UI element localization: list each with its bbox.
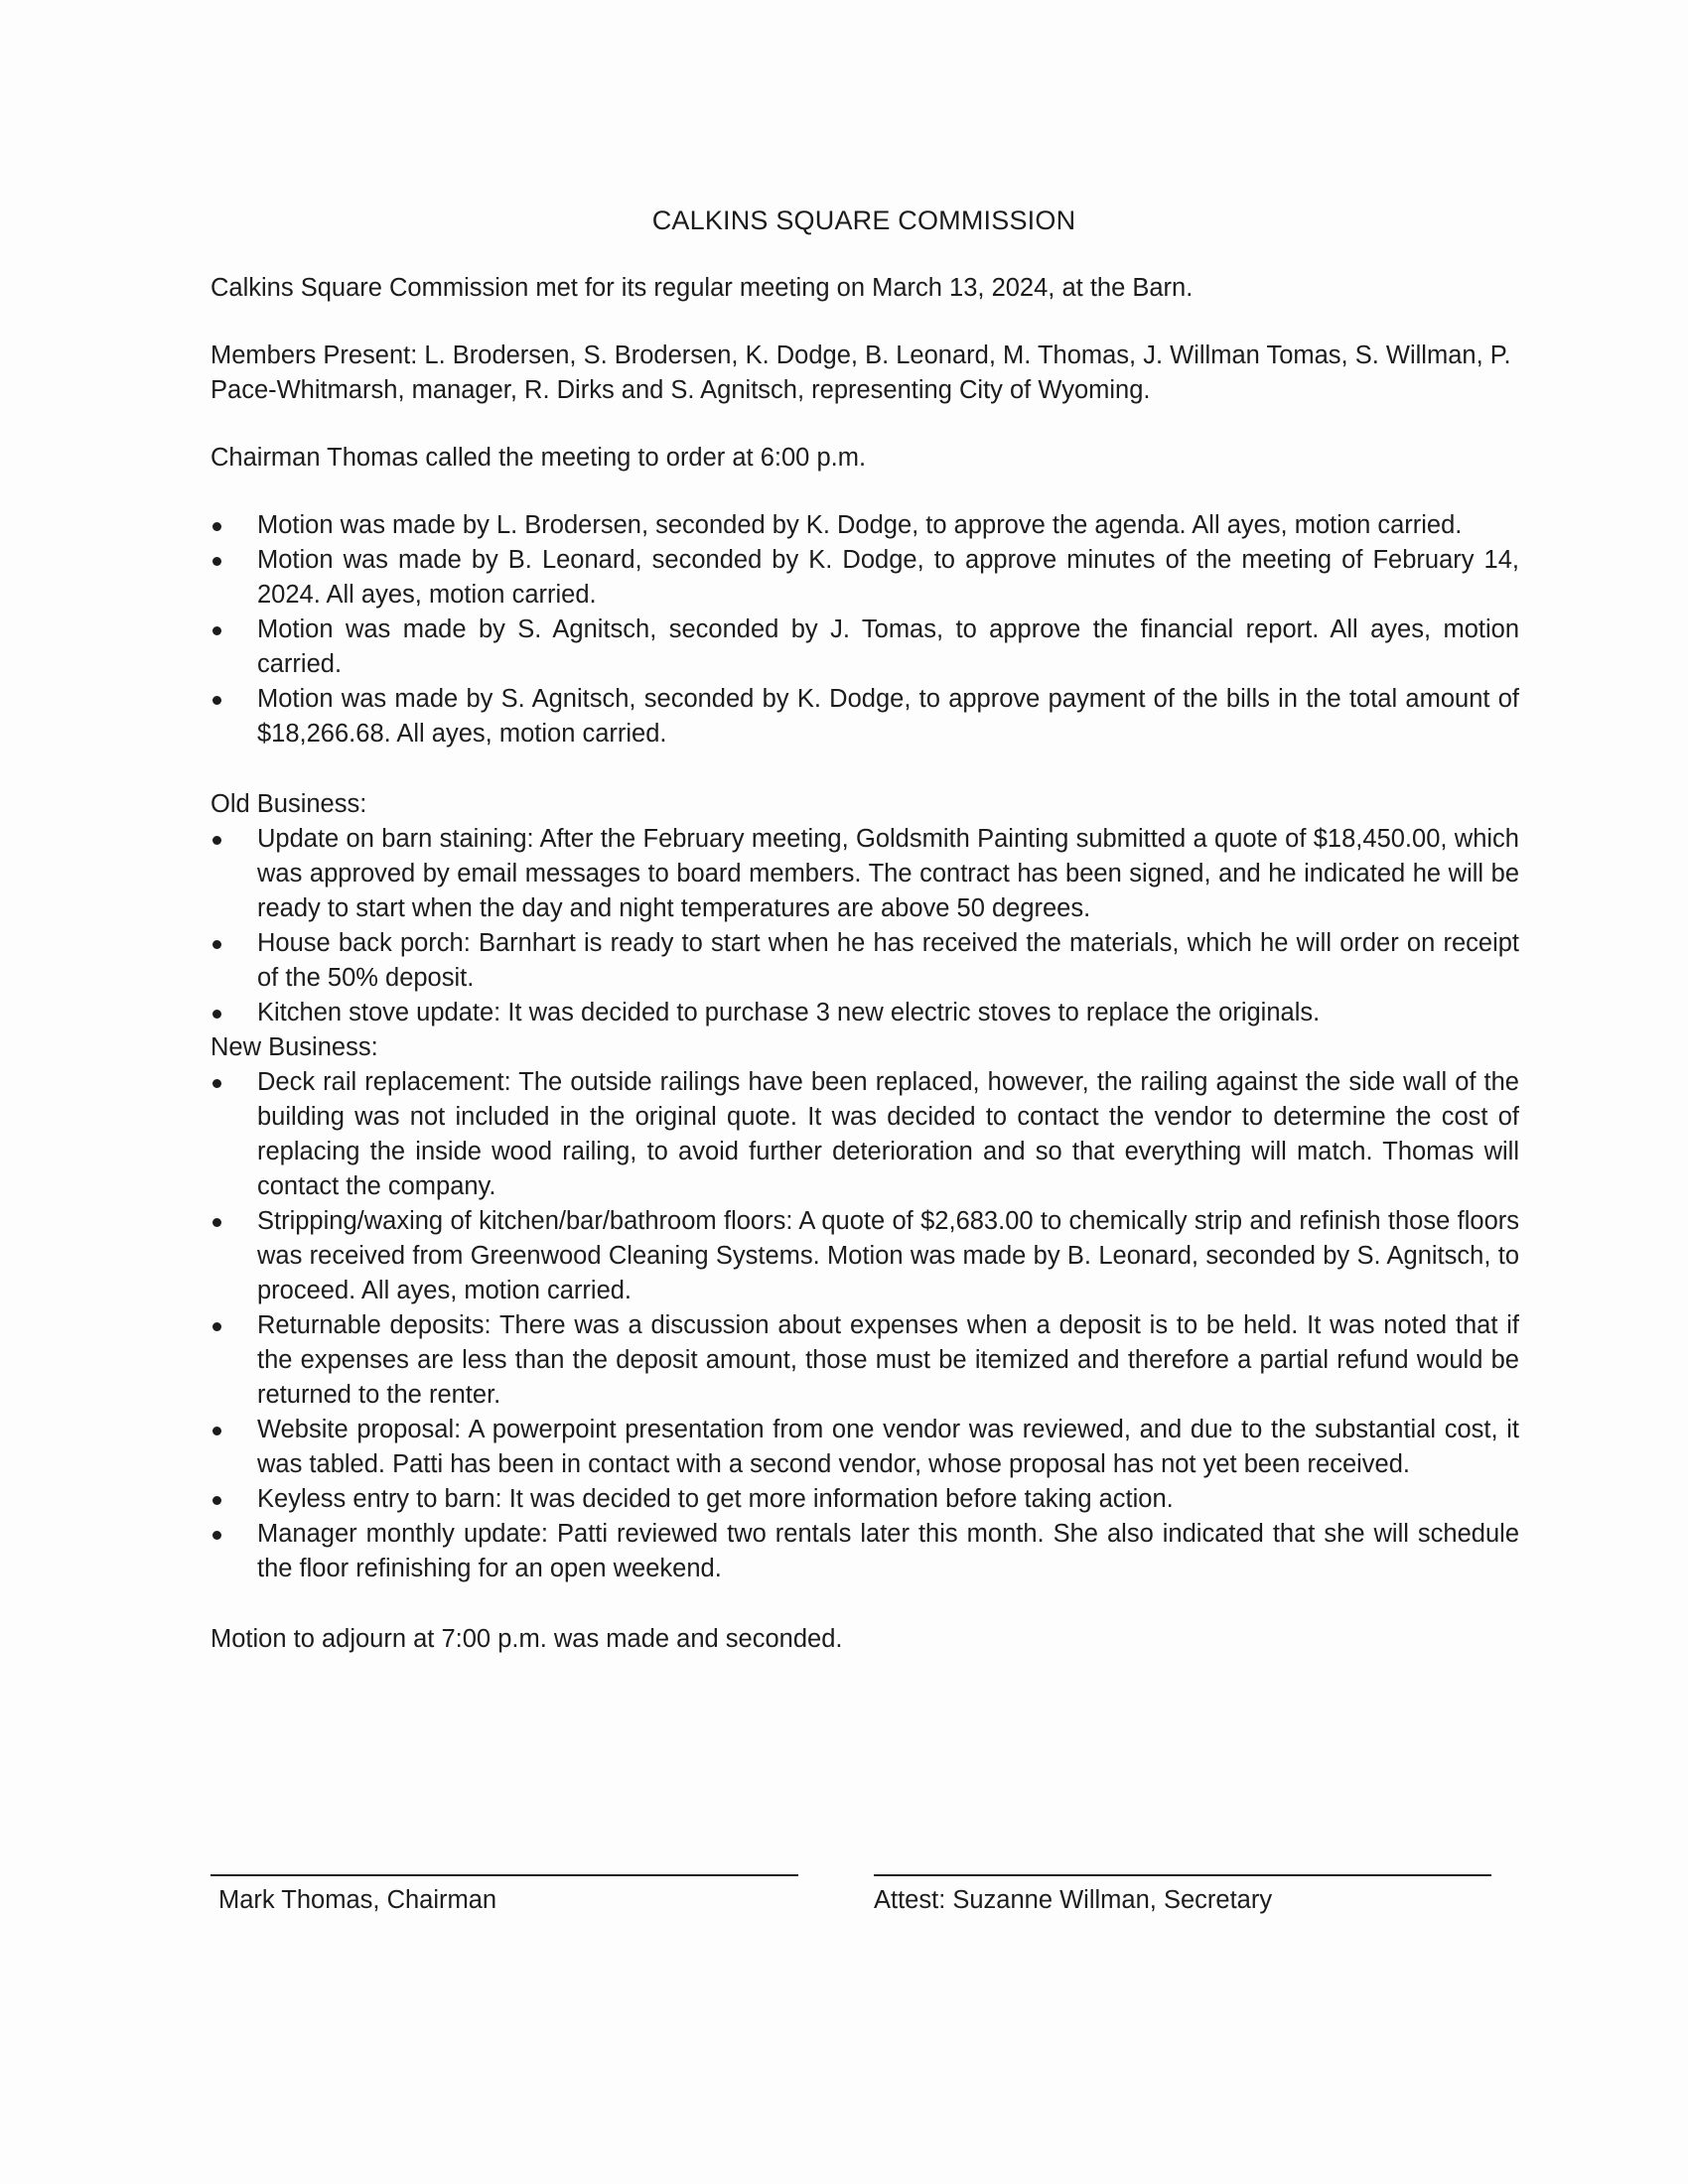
list-item <box>211 613 1519 682</box>
item-text: Stripping/waxing of kitchen/bar/bathroom floors: A quote of $2,683.00 to chemically strip and refinish those floors was received from Greenwood Cleaning Systems. Motion was made by B. Leonard, seconded by S. Agnitsch, to proceed. All ayes, motion carried. <box>257 1207 1519 1304</box>
secretary-signature-label: Attest: Suzanne Willman, Secretary <box>874 1886 1273 1914</box>
secretary-signature <box>874 1874 1491 1915</box>
item-text: Update on barn staining: After the February meeting, Goldsmith Painting submitted a quote of $18,450.00, which was approved by email messages to board members. The contract has been signed, and he indicated he will be ready to start when the day and night temperatures are above 50 degrees. <box>257 825 1519 922</box>
item-text: Manager monthly update: Patti reviewed two rentals later this month. She also indicated that she will schedule the floor refinishing for an open weekend. <box>257 1520 1519 1582</box>
new-business-list <box>211 1065 1519 1586</box>
item-text: Deck rail replacement: The outside railings have been replaced, however, the railing against the side wall of the building was not included in the original quote. It was decided to contact the vendor to determine the cost of replacing the inside wood railing, to avoid further deterioration and so that everything will match. Thomas will contact the company. <box>257 1068 1519 1200</box>
list-item <box>211 1308 1519 1413</box>
list-item <box>211 1204 1519 1308</box>
motions-list <box>211 508 1519 751</box>
list-item <box>211 682 1519 751</box>
document-title: CALKINS SQUARE COMMISSION <box>651 205 1076 235</box>
list-item <box>211 1482 1519 1517</box>
signature-line <box>211 1874 798 1876</box>
motion-text: Motion was made by S. Agnitsch, seconded by J. Tomas, to approve the financial report. All ayes, motion carried. <box>257 615 1519 678</box>
list-item <box>211 1413 1519 1482</box>
old-business-list <box>211 822 1519 1030</box>
bullet-icon <box>212 1496 221 1505</box>
chairman-signature <box>211 1874 798 1915</box>
item-text: Returnable deposits: There was a discussion about expenses when a deposit is to be held. It was noted that if the expenses are less than the deposit amount, those must be itemized and therefore a partial refund would be returned to the renter. <box>257 1311 1519 1409</box>
bullet-icon <box>212 522 221 531</box>
old-business-heading: Old Business: <box>211 790 367 818</box>
signature-row <box>211 1874 1501 1934</box>
bullet-icon <box>212 557 221 566</box>
bullet-icon <box>212 1427 221 1435</box>
motion-text: Motion was made by B. Leonard, seconded by K. Dodge, to approve minutes of the meeting of February 14, 2024. All ayes, motion carried. <box>257 546 1519 609</box>
list-item <box>211 508 1519 543</box>
bullet-icon <box>212 1218 221 1227</box>
intro-paragraph: Calkins Square Commission met for its regular meeting on March 13, 2024, at the Barn. <box>211 274 1194 302</box>
list-item <box>211 996 1519 1030</box>
list-item <box>211 926 1519 996</box>
bullet-icon <box>212 1010 221 1019</box>
spacer <box>211 751 1519 787</box>
bullet-icon <box>212 626 221 635</box>
list-item <box>211 1517 1519 1586</box>
motion-text: Motion was made by L. Brodersen, seconded by K. Dodge, to approve the agenda. All ayes, motion carried. <box>257 511 1463 539</box>
members-present-paragraph: Members Present: L. Brodersen, S. Brodersen, K. Dodge, B. Leonard, M. Thomas, J. Willman Tomas, S. Willman, P. Pace-Whitmarsh, manager, R. Dirks and S. Agnitsch, representing City of Wyoming. <box>211 341 1511 404</box>
chairman-signature-label: Mark Thomas, Chairman <box>218 1886 497 1914</box>
list-item <box>211 1065 1519 1204</box>
list-item <box>211 543 1519 613</box>
item-text: Keyless entry to barn: It was decided to get more information before taking action. <box>257 1485 1174 1513</box>
bullet-icon <box>212 1322 221 1331</box>
bullet-icon <box>212 940 221 949</box>
item-text: Website proposal: A powerpoint presentation from one vendor was reviewed, and due to the substantial cost, it was tabled. Patti has been in contact with a second vendor, whose proposal has not yet been received. <box>257 1416 1519 1478</box>
motion-text: Motion was made by S. Agnitsch, seconded by K. Dodge, to approve payment of the bills in the total amount of $18,266.68. All ayes, motion carried. <box>257 685 1519 748</box>
bullet-icon <box>212 836 221 845</box>
bullet-icon <box>212 1079 221 1088</box>
new-business-heading: New Business: <box>211 1033 378 1061</box>
list-item <box>211 822 1519 926</box>
title-wrap <box>211 205 1517 236</box>
item-text: House back porch: Barnhart is ready to start when he has received the materials, which he will order on receipt of the 50% deposit. <box>257 929 1519 992</box>
signature-line <box>874 1874 1491 1876</box>
bullet-icon <box>212 1531 221 1540</box>
bullet-icon <box>212 696 221 705</box>
item-text: Kitchen stove update: It was decided to purchase 3 new electric stoves to replace the originals. <box>257 999 1321 1026</box>
adjourn-paragraph: Motion to adjourn at 7:00 p.m. was made and seconded. <box>211 1625 843 1653</box>
call-to-order-paragraph: Chairman Thomas called the meeting to order at 6:00 p.m. <box>211 444 867 472</box>
